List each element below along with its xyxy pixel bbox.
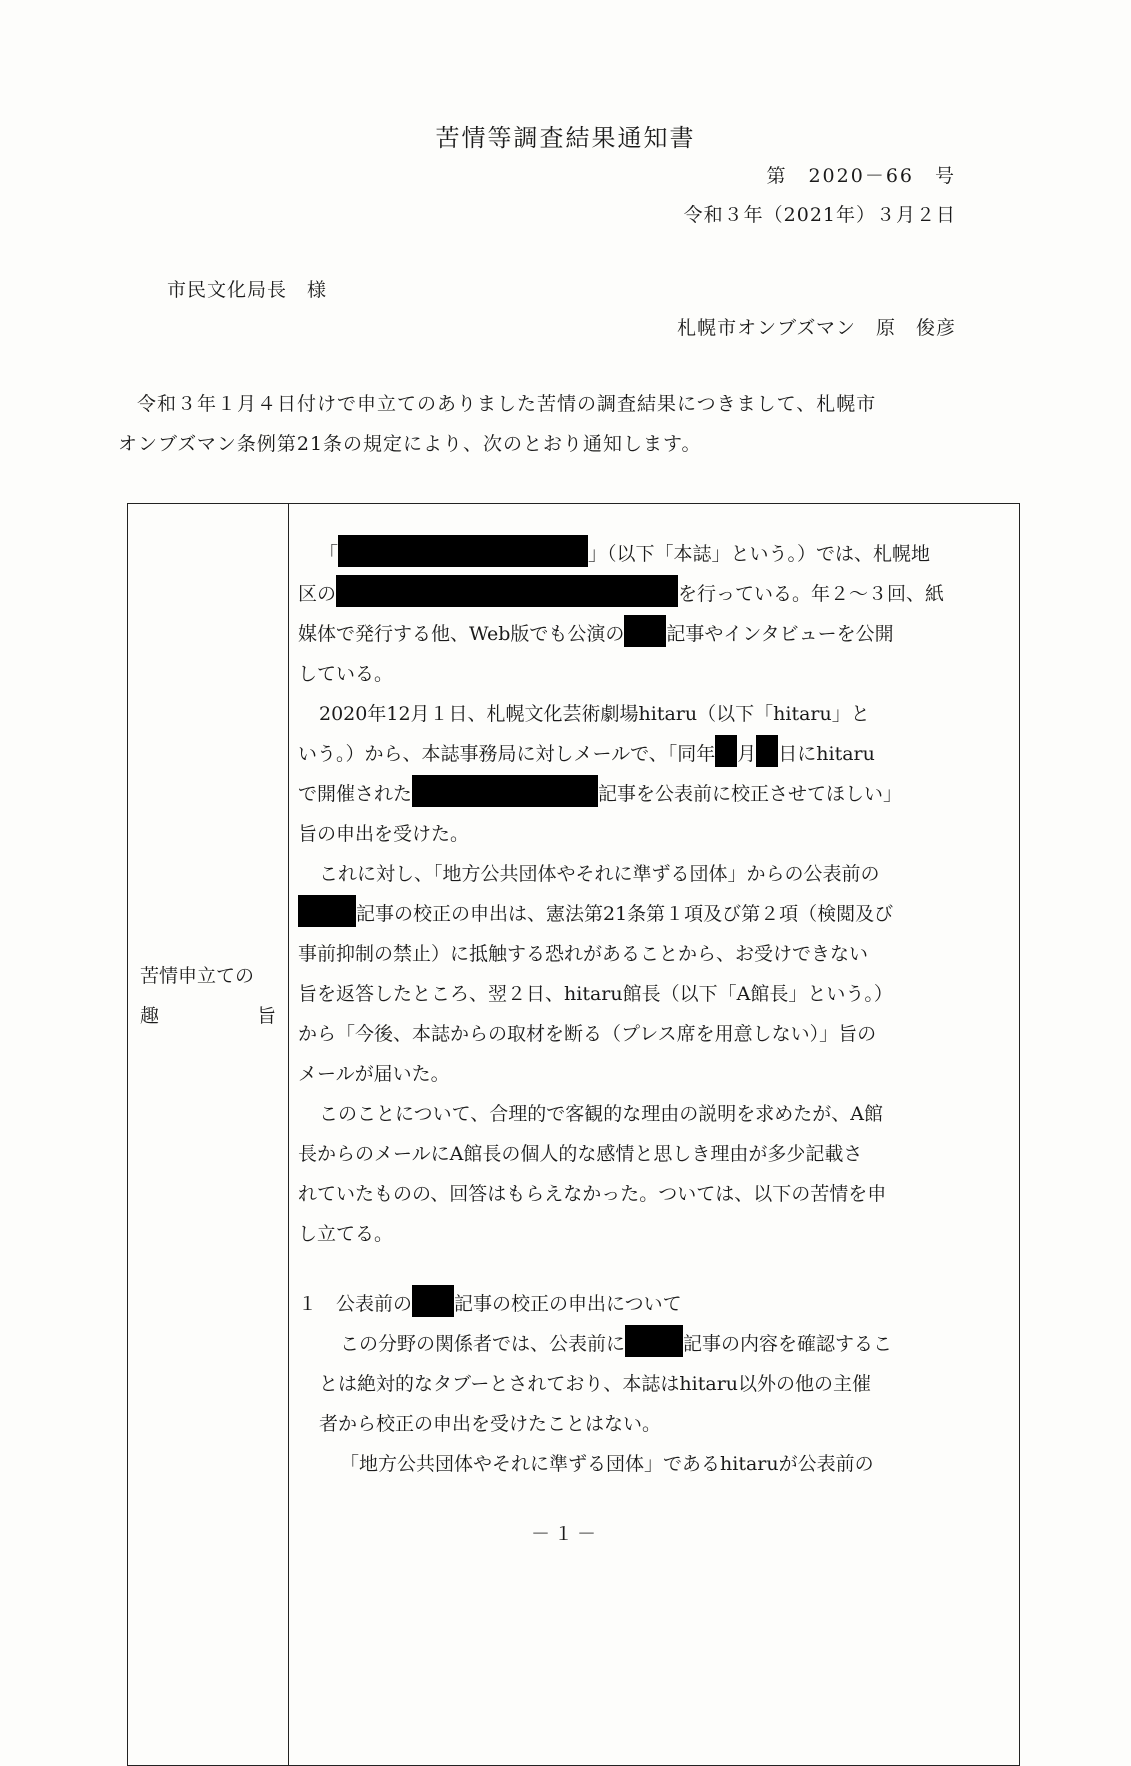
content-line: とは絶対的なタブーとされており、本誌はhitaru以外の他の主催 [319,1373,872,1395]
text-fragment: 媒体で発行する他、Web版でも公演の [298,623,625,645]
content-line [298,614,1010,654]
redaction-block [756,735,778,767]
redaction-block [625,1325,683,1357]
redaction-block [336,575,678,607]
redaction-block [298,895,356,927]
redaction-block [412,1285,454,1317]
recipient: 市民文化局長 様 [167,279,328,301]
section-heading [298,1284,1010,1324]
content-line: 長からのメールにA館長の個人的な感情と思しき理由が多少記載さ [298,1143,863,1165]
content-line: 者から校正の申出を受けたことはない。 [319,1413,662,1435]
text-fragment: で開催された [298,783,413,805]
text-fragment: いう。）から、本誌事務局に対しメールで、「同年 [298,743,716,765]
content-line: し立てる。 [298,1223,394,1245]
text-fragment: を行っている。年２～３回、紙 [678,583,945,605]
content-line [298,894,1010,934]
intro-paragraph [118,384,1018,464]
redaction-block [624,615,666,647]
complaint-table [127,503,1020,1766]
content-line [298,534,1010,574]
row-label-char: 旨 [256,1005,276,1027]
redaction-block [338,535,588,567]
content-line: これに対し、「地方公共団体やそれに準ずる団体」からの公表前の [319,863,880,885]
text-fragment: １ 公表前の [298,1293,413,1315]
content-line: れていたものの、回答はもらえなかった。ついては、以下の苦情を申 [298,1183,887,1205]
document-number: 第 2020－66 号 [766,165,956,187]
content-line: 事前抑制の禁止）に抵触する恐れがあることから、お受けできない [298,943,869,965]
text-fragment: 記事を公表前に校正させてほしい」 [598,783,903,805]
text-fragment: 「 [319,543,339,565]
content-line [298,1324,1010,1364]
text-fragment: 区の [298,583,337,605]
text-fragment: 記事やインタビューを公開 [666,623,894,645]
text-fragment: この分野の関係者では、公表前に [340,1333,626,1355]
document-title: 苦情等調査結果通知書 [435,124,696,152]
text-fragment: 記事の内容を確認するこ [683,1333,893,1355]
content-line: メールが届いた。 [298,1063,450,1085]
content-line [298,734,1010,774]
content-line: から「今後、本誌からの取材を断る（プレス席を用意しない）」旨の [298,1023,877,1045]
content-line: 旨の申出を受けた。 [298,823,470,845]
row-label-char: 趣 [140,1005,160,1027]
content-line: 「地方公共団体やそれに準ずる団体」であるhitaruが公表前の [340,1453,874,1475]
text-fragment: 記事の校正の申出は、憲法第21条第１項及び第２項（検閲及び [356,903,894,925]
page-number: －１－ [530,1523,600,1545]
text-fragment: 」（以下「本誌」という。）では、札幌地 [588,543,931,565]
row-label-line [140,996,276,1036]
text-fragment: 日にhitaru [778,743,875,765]
intro-line: 令和３年１月４日付けで申立てのありました苦情の調査結果につきまして、札幌市 [137,393,877,415]
column-divider [288,504,289,1765]
content-line: このことについて、合理的で客観的な理由の説明を求めたが、A館 [319,1103,883,1125]
row-label-line: 苦情申立ての [140,965,255,987]
content-line [298,774,1010,814]
spacer [298,1254,1010,1284]
complaint-content [298,534,1010,1484]
intro-line: オンブズマン条例第21条の規定により、次のとおり通知します。 [118,433,702,455]
text-fragment: 記事の校正の申出について [454,1293,682,1315]
redaction-block [715,735,737,767]
redaction-block [412,775,598,807]
row-label [140,956,276,1036]
content-line: している。 [298,663,394,685]
content-line [298,574,1010,614]
text-fragment: 月 [737,743,757,765]
document-date: 令和３年（2021年）３月２日 [683,204,956,226]
content-line: 2020年12月１日、札幌文化芸術劇場hitaru（以下「hitaru」と [319,703,870,725]
content-line: 旨を返答したところ、翌２日、hitaru館長（以下「A館長」という。） [298,983,893,1005]
sender: 札幌市オンブズマン 原 俊彦 [677,317,956,339]
